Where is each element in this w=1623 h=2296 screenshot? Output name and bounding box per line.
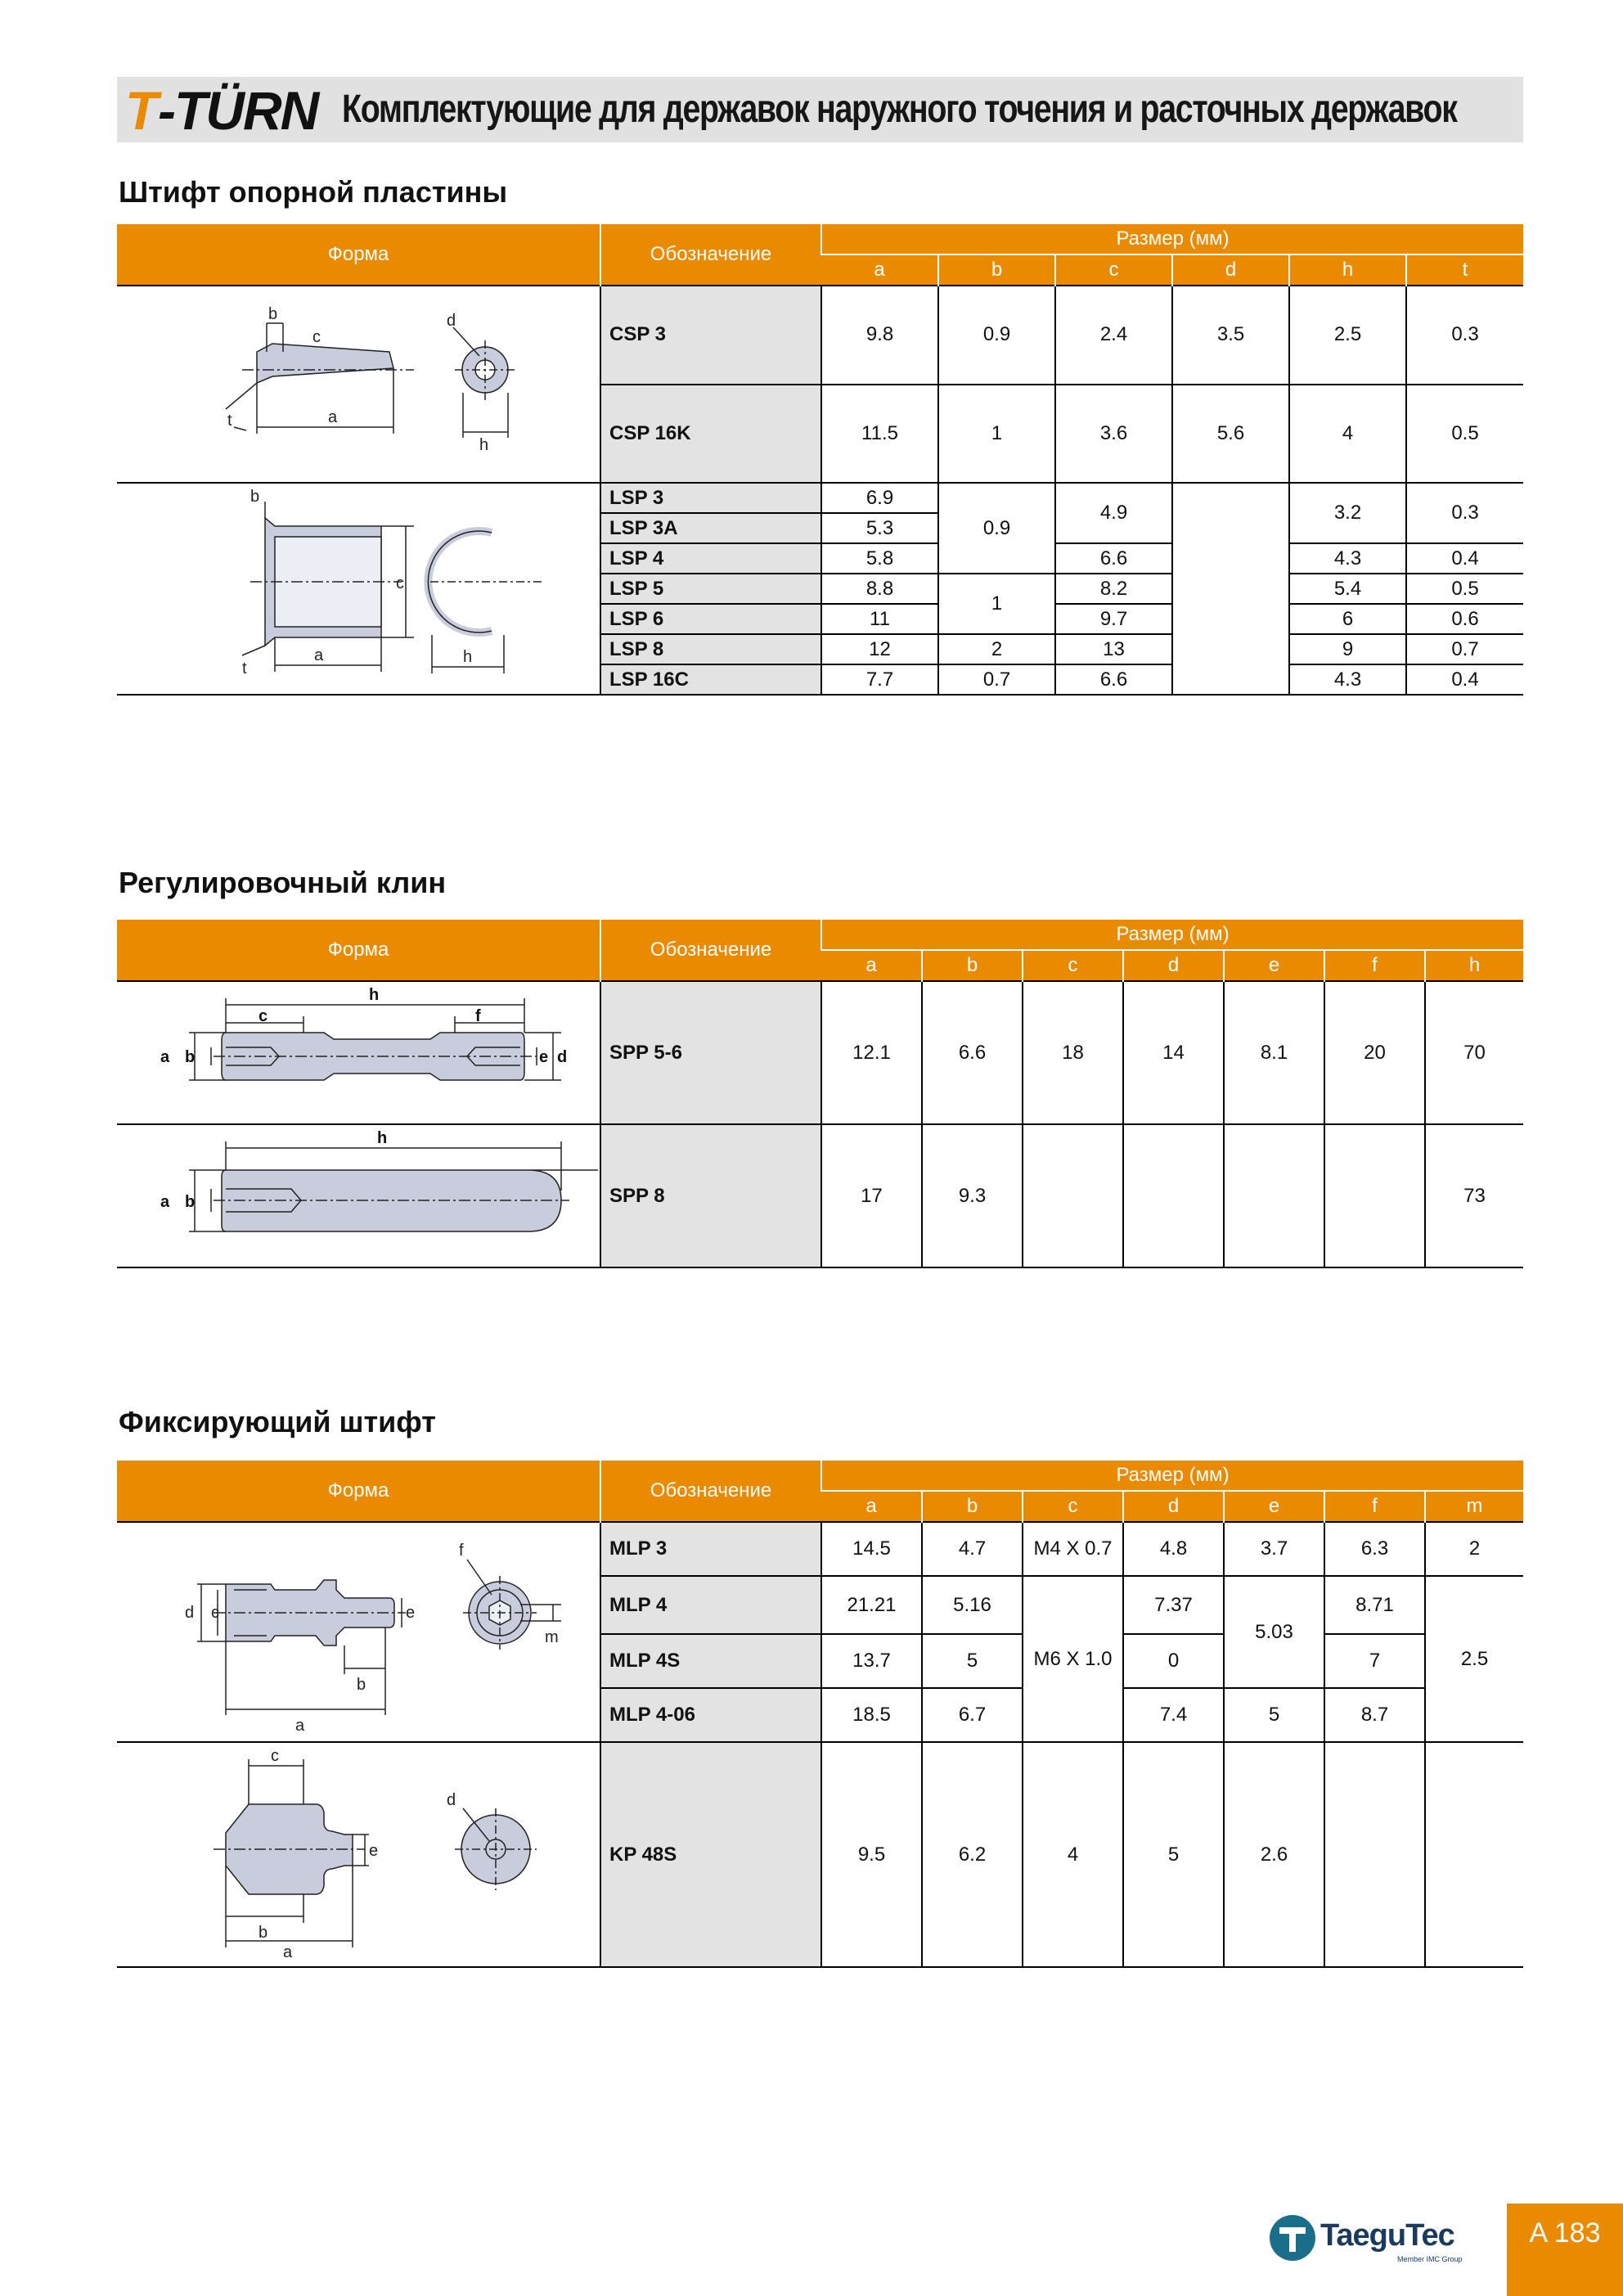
svg-text:t: t — [241, 660, 247, 678]
value-cell: 2.4 — [1055, 286, 1172, 385]
value-cell — [1123, 1124, 1224, 1267]
value-cell: 4 — [1289, 385, 1406, 484]
value-cell: 9.5 — [821, 1742, 922, 1967]
svg-text:d: d — [446, 312, 456, 330]
value-cell: 9.3 — [922, 1124, 1023, 1267]
kp-pin-drawing — [117, 1742, 600, 1967]
value-cell: 6.9 — [821, 483, 938, 513]
value-cell: 2 — [1425, 1522, 1523, 1576]
designation-cell: MLP 4S — [600, 1634, 821, 1688]
svg-text:c: c — [395, 574, 404, 592]
value-cell: 13.7 — [821, 1634, 922, 1688]
value-cell: 0 — [1123, 1634, 1224, 1688]
value-cell: 5.4 — [1289, 574, 1406, 604]
spp-5-6-drawing — [117, 981, 600, 1124]
svg-text:d: d — [556, 1048, 567, 1066]
value-cell: 5.8 — [821, 543, 938, 574]
col-h: h — [1425, 950, 1523, 981]
svg-text:c: c — [210, 1604, 219, 1622]
col-size: Размер (мм) — [821, 224, 1523, 254]
value-cell: 4.7 — [922, 1522, 1023, 1576]
value-cell: 0.9 — [938, 483, 1055, 574]
csp-pin-diagram — [119, 286, 598, 476]
lsp-pin-drawing — [117, 483, 600, 695]
value-cell: 0.7 — [938, 664, 1055, 695]
col-b: b — [938, 254, 1055, 286]
designation-cell: SPP 8 — [600, 1124, 821, 1267]
value-cell: 4.8 — [1123, 1522, 1224, 1576]
value-cell: 3.6 — [1055, 385, 1172, 484]
value-cell — [1224, 1124, 1324, 1267]
designation-cell: KP 48S — [600, 1742, 821, 1967]
designation-cell: MLP 4 — [600, 1576, 821, 1634]
svg-text:h: h — [479, 436, 488, 454]
col-c: c — [1023, 1491, 1123, 1522]
col-designation: Обозначение — [600, 920, 821, 981]
svg-text:b: b — [250, 488, 259, 506]
section-title-locking-pin: Фиксирующий штифт — [119, 1405, 436, 1438]
value-cell: 21.21 — [821, 1576, 922, 1634]
svg-text:c: c — [270, 1747, 279, 1765]
designation-cell: LSP 3 — [600, 483, 821, 513]
spp-5-6-diagram — [119, 982, 598, 1118]
designation-cell: CSP 3 — [600, 286, 821, 385]
lsp-pin-diagram — [119, 484, 598, 688]
value-cell: 5 — [922, 1634, 1023, 1688]
svg-text:-TÜRN: -TÜRN — [158, 80, 318, 139]
spp-8-drawing — [117, 1124, 600, 1267]
value-cell: 4.3 — [1289, 664, 1406, 695]
svg-text:a: a — [160, 1193, 169, 1211]
mlp-pin-drawing — [117, 1522, 600, 1742]
value-cell: 2 — [938, 634, 1055, 664]
svg-text:b: b — [184, 1193, 195, 1211]
table-row — [117, 1742, 1523, 1967]
value-cell: 14.5 — [821, 1522, 922, 1576]
svg-text:d: d — [446, 1791, 456, 1809]
col-t: t — [1406, 254, 1523, 286]
value-cell: 2.5 — [1289, 286, 1406, 385]
value-cell: 20 — [1324, 981, 1425, 1124]
col-h: h — [1289, 254, 1406, 286]
value-cell: 8.7 — [1324, 1688, 1425, 1742]
page-number: A 183 — [1507, 2204, 1623, 2296]
svg-text:a: a — [327, 408, 337, 426]
value-cell: 8.2 — [1055, 574, 1172, 604]
value-cell: 9.8 — [821, 286, 938, 385]
value-cell: 11.5 — [821, 385, 938, 484]
value-cell: 9.7 — [1055, 604, 1172, 634]
designation-cell: LSP 8 — [600, 634, 821, 664]
col-shape: Форма — [117, 920, 600, 981]
locking-pin-table — [117, 1461, 1523, 1968]
designation-cell: SPP 5-6 — [600, 981, 821, 1124]
col-designation: Обозначение — [600, 224, 821, 286]
value-cell: 4.9 — [1055, 483, 1172, 543]
svg-text:T: T — [125, 80, 156, 139]
value-cell: 6.3 — [1324, 1522, 1425, 1576]
col-b: b — [922, 950, 1023, 981]
t-turn-logo — [122, 80, 326, 139]
designation-cell: MLP 3 — [600, 1522, 821, 1576]
value-cell: 5.3 — [821, 513, 938, 543]
value-cell: 1 — [938, 385, 1055, 484]
col-b: b — [922, 1491, 1023, 1522]
page-header — [117, 77, 1523, 142]
svg-text:h: h — [368, 986, 379, 1004]
svg-text:c: c — [258, 1007, 268, 1025]
taegutec-logo — [1266, 2209, 1479, 2267]
svg-text:b: b — [184, 1048, 195, 1066]
col-a: a — [821, 1491, 922, 1522]
svg-text:f: f — [458, 1542, 464, 1560]
col-f: f — [1324, 950, 1425, 981]
table-row — [117, 981, 1523, 1124]
value-cell: 0.5 — [1406, 385, 1523, 484]
value-cell: 4.3 — [1289, 543, 1406, 574]
value-cell — [1324, 1742, 1425, 1967]
value-cell — [1172, 483, 1289, 695]
svg-text:h: h — [462, 648, 472, 666]
value-cell: 0.9 — [938, 286, 1055, 385]
value-cell: 0.3 — [1406, 483, 1523, 543]
svg-text:b: b — [356, 1676, 366, 1694]
svg-text:a: a — [160, 1048, 169, 1066]
spp-8-diagram — [119, 1125, 598, 1261]
value-cell: 2.6 — [1224, 1742, 1324, 1967]
support-pin-table — [117, 224, 1523, 696]
value-cell: 3.2 — [1289, 483, 1406, 543]
value-cell: 3.7 — [1224, 1522, 1324, 1576]
value-cell: 18.5 — [821, 1688, 922, 1742]
svg-text:c: c — [312, 328, 321, 346]
svg-text:d: d — [184, 1604, 194, 1622]
value-cell — [1425, 1742, 1523, 1967]
designation-cell: CSP 16K — [600, 385, 821, 484]
svg-text:e: e — [368, 1842, 378, 1860]
value-cell: 4 — [1023, 1742, 1123, 1967]
section-title-support-pin: Штифт опорной пластины — [119, 175, 508, 209]
svg-text:h: h — [376, 1129, 387, 1147]
table-row — [117, 1522, 1523, 1576]
table-row — [117, 1124, 1523, 1267]
col-e: e — [1224, 1491, 1324, 1522]
value-cell: 1 — [938, 574, 1055, 634]
value-cell: 7.7 — [821, 664, 938, 695]
col-d: d — [1172, 254, 1289, 286]
value-cell: 14 — [1123, 981, 1224, 1124]
designation-cell: MLP 4-06 — [600, 1688, 821, 1742]
value-cell: 12 — [821, 634, 938, 664]
csp-pin-drawing — [117, 286, 600, 483]
value-cell: 5 — [1224, 1688, 1324, 1742]
table-row — [117, 286, 1523, 385]
svg-text:m: m — [544, 1628, 559, 1646]
value-cell: 5.03 — [1224, 1576, 1324, 1688]
value-cell: 5.6 — [1172, 385, 1289, 484]
designation-cell: LSP 4 — [600, 543, 821, 574]
value-cell: 0.3 — [1406, 286, 1523, 385]
col-size: Размер (мм) — [821, 1461, 1523, 1491]
value-cell: 0.5 — [1406, 574, 1523, 604]
col-m: m — [1425, 1491, 1523, 1522]
col-c: c — [1055, 254, 1172, 286]
svg-text:e: e — [538, 1048, 548, 1066]
value-cell: 0.7 — [1406, 634, 1523, 664]
col-c: c — [1023, 950, 1123, 981]
svg-text:TaeguTec: TaeguTec — [1320, 2218, 1454, 2253]
value-cell: M6 X 1.0 — [1023, 1576, 1123, 1742]
value-cell: 5.16 — [922, 1576, 1023, 1634]
value-cell: 0.4 — [1406, 543, 1523, 574]
svg-text:b: b — [268, 305, 277, 323]
value-cell: 73 — [1425, 1124, 1523, 1267]
col-f: f — [1324, 1491, 1425, 1522]
value-cell: 6.6 — [1055, 664, 1172, 695]
value-cell: 9 — [1289, 634, 1406, 664]
value-cell: 0.6 — [1406, 604, 1523, 634]
svg-text:e: e — [405, 1604, 415, 1622]
svg-text:Member IMC Group: Member IMC Group — [1397, 2255, 1463, 2263]
svg-text:b: b — [258, 1924, 268, 1942]
svg-text:f: f — [474, 1007, 481, 1025]
value-cell: 70 — [1425, 981, 1523, 1124]
adjusting-wedge-table — [117, 920, 1523, 1268]
value-cell: 11 — [821, 604, 938, 634]
page-title: Комплектующие для державок наружного точения и расточных державок — [342, 88, 1457, 131]
value-cell: 8.1 — [1224, 981, 1324, 1124]
value-cell: 18 — [1023, 981, 1123, 1124]
col-size: Размер (мм) — [821, 920, 1523, 950]
value-cell: 6.6 — [1055, 543, 1172, 574]
col-designation: Обозначение — [600, 1461, 821, 1522]
value-cell: 6 — [1289, 604, 1406, 634]
value-cell: 8.71 — [1324, 1576, 1425, 1634]
value-cell: 13 — [1055, 634, 1172, 664]
value-cell: 12.1 — [821, 981, 922, 1124]
col-a: a — [821, 950, 922, 981]
col-shape: Форма — [117, 224, 600, 286]
value-cell: 6.7 — [922, 1688, 1023, 1742]
value-cell: 0.4 — [1406, 664, 1523, 695]
designation-cell: LSP 16C — [600, 664, 821, 695]
designation-cell: LSP 6 — [600, 604, 821, 634]
value-cell: 8.8 — [821, 574, 938, 604]
mlp-pin-diagram — [119, 1523, 598, 1736]
svg-text:a: a — [294, 1717, 304, 1735]
col-d: d — [1123, 1491, 1224, 1522]
col-shape: Форма — [117, 1461, 600, 1522]
value-cell — [1023, 1124, 1123, 1267]
value-cell: 3.5 — [1172, 286, 1289, 385]
table-row — [117, 483, 1523, 513]
value-cell: 6.6 — [922, 981, 1023, 1124]
value-cell: 17 — [821, 1124, 922, 1267]
svg-text:a: a — [313, 646, 323, 664]
col-d: d — [1123, 950, 1224, 981]
value-cell: M4 X 0.7 — [1023, 1522, 1123, 1576]
kp-pin-diagram — [119, 1743, 598, 1961]
value-cell: 5 — [1123, 1742, 1224, 1967]
section-title-adjusting-wedge: Регулировочный клин — [119, 866, 447, 899]
value-cell: 7 — [1324, 1634, 1425, 1688]
value-cell: 7.37 — [1123, 1576, 1224, 1634]
col-e: e — [1224, 950, 1324, 981]
designation-cell: LSP 3A — [600, 513, 821, 543]
svg-text:a: a — [282, 1943, 292, 1961]
value-cell: 2.5 — [1425, 1576, 1523, 1742]
value-cell — [1324, 1124, 1425, 1267]
col-a: a — [821, 254, 938, 286]
designation-cell: LSP 5 — [600, 574, 821, 604]
svg-text:t: t — [227, 412, 232, 430]
value-cell: 7.4 — [1123, 1688, 1224, 1742]
value-cell: 6.2 — [922, 1742, 1023, 1967]
